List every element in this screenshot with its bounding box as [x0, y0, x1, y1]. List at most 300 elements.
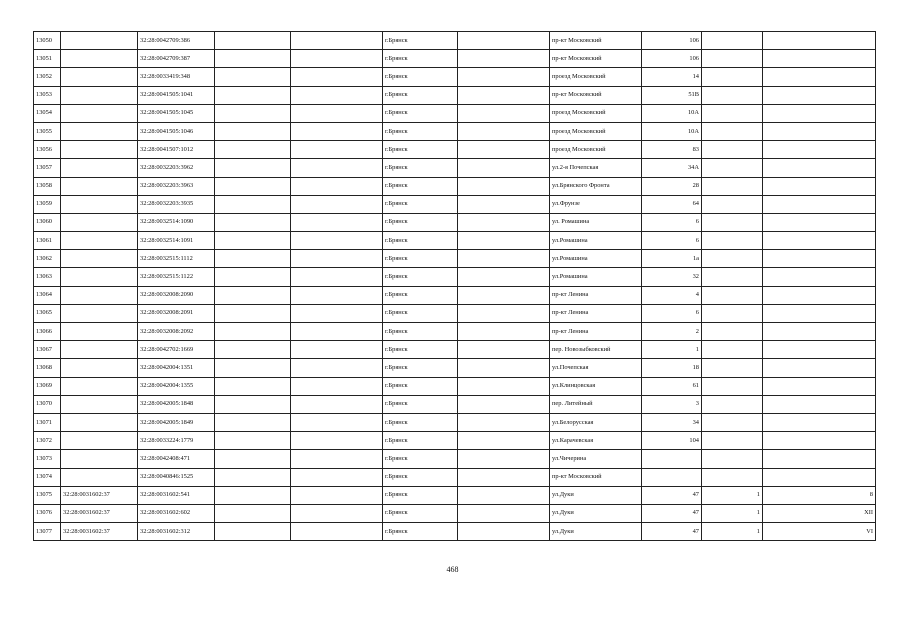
cell-empty	[458, 323, 550, 341]
cell-land-parcel	[61, 450, 138, 468]
cell-empty	[291, 177, 383, 195]
cell-empty	[458, 341, 550, 359]
table-row	[34, 323, 876, 341]
cell-city: г.Брянск	[383, 195, 458, 213]
cell-street: проезд Московский	[550, 104, 642, 122]
cell-street: ул.Чичерина	[550, 450, 642, 468]
cell-empty	[458, 122, 550, 140]
cell-empty	[458, 395, 550, 413]
cell-land-parcel	[61, 141, 138, 159]
cell-city: г.Брянск	[383, 86, 458, 104]
cell-land-parcel: 32:28:0031602:37	[61, 486, 138, 504]
cell-number: 13071	[34, 413, 61, 431]
cell-land-parcel	[61, 232, 138, 250]
cell-house: 4	[642, 286, 702, 304]
cell-apartment	[763, 122, 876, 140]
cell-house: 2	[642, 323, 702, 341]
cell-building	[702, 213, 763, 231]
cell-street: проезд Московский	[550, 141, 642, 159]
cell-land-parcel	[61, 468, 138, 486]
cell-empty	[215, 413, 291, 431]
cell-apartment	[763, 141, 876, 159]
cell-apartment	[763, 377, 876, 395]
cell-empty	[215, 523, 291, 541]
cell-city: г.Брянск	[383, 304, 458, 322]
cell-apartment	[763, 195, 876, 213]
cell-city: г.Брянск	[383, 468, 458, 486]
cell-empty	[215, 268, 291, 286]
cell-empty	[291, 286, 383, 304]
table-row	[34, 413, 876, 431]
cell-empty	[458, 232, 550, 250]
cell-cadastral-number: 32:28:0042702:1669	[138, 341, 215, 359]
cell-empty	[458, 432, 550, 450]
table-row	[34, 468, 876, 486]
table-row	[34, 395, 876, 413]
cell-apartment	[763, 341, 876, 359]
table-row	[34, 304, 876, 322]
cell-apartment	[763, 304, 876, 322]
cell-building: 1	[702, 486, 763, 504]
cell-apartment	[763, 450, 876, 468]
cell-cadastral-number: 32:28:0032515:1122	[138, 268, 215, 286]
cell-land-parcel	[61, 32, 138, 50]
cell-apartment	[763, 86, 876, 104]
cell-cadastral-number: 32:28:0042709:386	[138, 32, 215, 50]
cell-house: 51В	[642, 86, 702, 104]
cell-building	[702, 286, 763, 304]
cell-building	[702, 104, 763, 122]
cell-empty	[215, 141, 291, 159]
cell-apartment	[763, 359, 876, 377]
cell-street: пр-кт Московский	[550, 32, 642, 50]
cell-number: 13068	[34, 359, 61, 377]
cell-house: 1	[642, 341, 702, 359]
cell-house: 28	[642, 177, 702, 195]
cell-building	[702, 268, 763, 286]
cell-city: г.Брянск	[383, 104, 458, 122]
cell-empty	[215, 304, 291, 322]
cell-cadastral-number: 32:28:0040846:1525	[138, 468, 215, 486]
cell-city: г.Брянск	[383, 50, 458, 68]
cell-building	[702, 377, 763, 395]
cell-building	[702, 413, 763, 431]
cell-building	[702, 122, 763, 140]
cell-house: 34А	[642, 159, 702, 177]
cell-apartment	[763, 250, 876, 268]
table-row	[34, 523, 876, 541]
cell-city: г.Брянск	[383, 377, 458, 395]
cell-city: г.Брянск	[383, 504, 458, 522]
cell-street: ул.Клинцовская	[550, 377, 642, 395]
cell-empty	[291, 232, 383, 250]
table-row	[34, 250, 876, 268]
cell-house: 14	[642, 68, 702, 86]
cell-street: ул.Ромашина	[550, 250, 642, 268]
cell-city: г.Брянск	[383, 122, 458, 140]
cell-number: 13075	[34, 486, 61, 504]
cell-street: пр-кт Ленина	[550, 323, 642, 341]
cell-cadastral-number: 32:28:0032008:2091	[138, 304, 215, 322]
cell-apartment	[763, 104, 876, 122]
cell-city: г.Брянск	[383, 177, 458, 195]
cell-street: пр-кт Московский	[550, 50, 642, 68]
cell-number: 13066	[34, 323, 61, 341]
cell-land-parcel	[61, 304, 138, 322]
cell-number: 13059	[34, 195, 61, 213]
cell-land-parcel	[61, 195, 138, 213]
cell-street: ул.2-я Почепская	[550, 159, 642, 177]
cell-empty	[458, 250, 550, 268]
cell-street: ул. Ромашина	[550, 213, 642, 231]
cell-street: пер. Новозыбковский	[550, 341, 642, 359]
cell-empty	[291, 68, 383, 86]
cell-number: 13053	[34, 86, 61, 104]
cell-empty	[458, 523, 550, 541]
cell-house: 47	[642, 523, 702, 541]
cell-empty	[215, 432, 291, 450]
cell-empty	[458, 86, 550, 104]
table-row	[34, 50, 876, 68]
cell-building	[702, 250, 763, 268]
cell-street: ул.Карачевская	[550, 432, 642, 450]
cell-empty	[291, 413, 383, 431]
cell-empty	[291, 486, 383, 504]
cell-number: 13051	[34, 50, 61, 68]
cell-city: г.Брянск	[383, 486, 458, 504]
cell-number: 13064	[34, 286, 61, 304]
cell-apartment	[763, 213, 876, 231]
cell-land-parcel	[61, 68, 138, 86]
cell-building	[702, 195, 763, 213]
cell-empty	[458, 504, 550, 522]
cell-number: 13054	[34, 104, 61, 122]
cell-empty	[215, 68, 291, 86]
cell-empty	[215, 86, 291, 104]
cell-empty	[215, 213, 291, 231]
cell-land-parcel	[61, 50, 138, 68]
cell-empty	[215, 504, 291, 522]
cell-building	[702, 141, 763, 159]
table-row	[34, 177, 876, 195]
cell-city: г.Брянск	[383, 250, 458, 268]
cell-number: 13055	[34, 122, 61, 140]
cell-empty	[215, 377, 291, 395]
cell-number: 13061	[34, 232, 61, 250]
cell-cadastral-number: 32:28:0033224:1779	[138, 432, 215, 450]
cell-house: 104	[642, 432, 702, 450]
cell-building	[702, 323, 763, 341]
cell-cadastral-number: 32:28:0041505:1046	[138, 122, 215, 140]
cell-street: пр-кт Ленина	[550, 304, 642, 322]
cell-land-parcel	[61, 359, 138, 377]
cell-empty	[458, 50, 550, 68]
cell-cadastral-number: 32:28:0041505:1041	[138, 86, 215, 104]
cell-empty	[291, 213, 383, 231]
cell-building	[702, 86, 763, 104]
cell-land-parcel	[61, 213, 138, 231]
cell-empty	[291, 359, 383, 377]
cell-cadastral-number: 32:28:0032515:1112	[138, 250, 215, 268]
cell-city: г.Брянск	[383, 450, 458, 468]
cell-empty	[291, 122, 383, 140]
cell-empty	[458, 268, 550, 286]
cell-number: 13057	[34, 159, 61, 177]
cell-city: г.Брянск	[383, 341, 458, 359]
cell-cadastral-number: 32:28:0041505:1045	[138, 104, 215, 122]
table-row	[34, 486, 876, 504]
cell-house: 34	[642, 413, 702, 431]
table-row	[34, 341, 876, 359]
cell-house: 47	[642, 486, 702, 504]
cell-empty	[291, 523, 383, 541]
cell-street: ул.Почепская	[550, 359, 642, 377]
cell-city: г.Брянск	[383, 523, 458, 541]
cell-street: ул.Белорусская	[550, 413, 642, 431]
cell-number: 13077	[34, 523, 61, 541]
cell-house: 83	[642, 141, 702, 159]
cell-apartment: 8	[763, 486, 876, 504]
cell-cadastral-number: 32:28:0032008:2092	[138, 323, 215, 341]
cell-cadastral-number: 32:28:0033419:348	[138, 68, 215, 86]
cell-cadastral-number: 32:28:0031602:602	[138, 504, 215, 522]
cell-apartment: VI	[763, 523, 876, 541]
cell-empty	[215, 341, 291, 359]
cell-empty	[458, 486, 550, 504]
cell-empty	[458, 159, 550, 177]
cell-building	[702, 159, 763, 177]
cell-city: г.Брянск	[383, 141, 458, 159]
cell-empty	[291, 250, 383, 268]
table-row	[34, 32, 876, 50]
cell-city: г.Брянск	[383, 323, 458, 341]
cell-house: 6	[642, 213, 702, 231]
cell-empty	[215, 195, 291, 213]
cell-empty	[291, 86, 383, 104]
cell-land-parcel	[61, 286, 138, 304]
table-row	[34, 359, 876, 377]
cell-land-parcel	[61, 377, 138, 395]
cell-number: 13050	[34, 32, 61, 50]
cell-empty	[291, 432, 383, 450]
cell-cadastral-number: 32:28:0032514:1091	[138, 232, 215, 250]
cell-building	[702, 32, 763, 50]
cell-empty	[458, 195, 550, 213]
table-row	[34, 432, 876, 450]
cell-land-parcel	[61, 413, 138, 431]
cell-house: 1а	[642, 250, 702, 268]
cell-building	[702, 232, 763, 250]
cell-apartment	[763, 395, 876, 413]
cell-empty	[458, 32, 550, 50]
cell-street: ул.Дуки	[550, 486, 642, 504]
cell-empty	[458, 213, 550, 231]
cell-land-parcel	[61, 250, 138, 268]
cell-house: 32	[642, 268, 702, 286]
cell-building	[702, 395, 763, 413]
cell-number: 13070	[34, 395, 61, 413]
cell-apartment	[763, 413, 876, 431]
cell-empty	[458, 304, 550, 322]
cell-apartment	[763, 50, 876, 68]
cell-apartment	[763, 177, 876, 195]
cell-empty	[215, 286, 291, 304]
cell-empty	[458, 104, 550, 122]
cell-number: 13060	[34, 213, 61, 231]
cell-land-parcel	[61, 395, 138, 413]
cell-building	[702, 177, 763, 195]
cell-cadastral-number: 32:28:0042709:387	[138, 50, 215, 68]
cell-cadastral-number: 32:28:0042408:471	[138, 450, 215, 468]
cell-number: 13069	[34, 377, 61, 395]
cell-city: г.Брянск	[383, 68, 458, 86]
cell-city: г.Брянск	[383, 159, 458, 177]
cell-house: 47	[642, 504, 702, 522]
cell-empty	[291, 450, 383, 468]
cell-empty	[291, 104, 383, 122]
cell-street: ул.Дуки	[550, 504, 642, 522]
cell-empty	[291, 323, 383, 341]
cell-empty	[291, 268, 383, 286]
cell-empty	[291, 32, 383, 50]
cell-empty	[215, 486, 291, 504]
cell-city: г.Брянск	[383, 359, 458, 377]
cell-empty	[458, 377, 550, 395]
cell-number: 13076	[34, 504, 61, 522]
table-row	[34, 450, 876, 468]
cell-street: ул.Фрунзе	[550, 195, 642, 213]
cell-street: пр-кт Ленина	[550, 286, 642, 304]
cell-number: 13073	[34, 450, 61, 468]
cell-cadastral-number: 32:28:0032203:3935	[138, 195, 215, 213]
cell-empty	[458, 68, 550, 86]
cell-building	[702, 468, 763, 486]
cell-apartment: XII	[763, 504, 876, 522]
cell-city: г.Брянск	[383, 213, 458, 231]
cell-apartment	[763, 232, 876, 250]
table-row	[34, 286, 876, 304]
cell-empty	[291, 304, 383, 322]
cell-apartment	[763, 323, 876, 341]
cell-apartment	[763, 268, 876, 286]
cell-apartment	[763, 68, 876, 86]
cell-land-parcel: 32:28:0031602:37	[61, 504, 138, 522]
cell-number: 13056	[34, 141, 61, 159]
cell-house: 3	[642, 395, 702, 413]
cell-cadastral-number: 32:28:0031602:541	[138, 486, 215, 504]
cell-house: 6	[642, 232, 702, 250]
cell-street: ул.Брянского Фронта	[550, 177, 642, 195]
cell-house: 18	[642, 359, 702, 377]
cell-number: 13052	[34, 68, 61, 86]
cell-empty	[291, 341, 383, 359]
cell-number: 13063	[34, 268, 61, 286]
cell-empty	[215, 250, 291, 268]
cell-street: пр-кт Московский	[550, 86, 642, 104]
cell-empty	[215, 323, 291, 341]
cell-street: ул.Ромашина	[550, 268, 642, 286]
cell-empty	[215, 468, 291, 486]
cell-street: пр-кт Московский	[550, 468, 642, 486]
cell-land-parcel	[61, 122, 138, 140]
cell-city: г.Брянск	[383, 232, 458, 250]
cell-number: 13074	[34, 468, 61, 486]
cell-empty	[458, 468, 550, 486]
cell-empty	[215, 359, 291, 377]
page-number: 468	[446, 565, 459, 574]
cell-house	[642, 450, 702, 468]
registry-table	[33, 31, 876, 541]
cell-city: г.Брянск	[383, 32, 458, 50]
cell-empty	[215, 395, 291, 413]
cell-street: проезд Московский	[550, 68, 642, 86]
cell-empty	[215, 232, 291, 250]
table-row	[34, 268, 876, 286]
cell-empty	[291, 159, 383, 177]
cell-empty	[215, 50, 291, 68]
cell-empty	[458, 450, 550, 468]
cell-city: г.Брянск	[383, 413, 458, 431]
cell-land-parcel	[61, 341, 138, 359]
cell-land-parcel	[61, 432, 138, 450]
cell-land-parcel: 32:28:0031602:37	[61, 523, 138, 541]
cell-cadastral-number: 32:28:0031602:312	[138, 523, 215, 541]
cell-city: г.Брянск	[383, 286, 458, 304]
cell-house: 10А	[642, 122, 702, 140]
cell-empty	[215, 104, 291, 122]
cell-empty	[458, 359, 550, 377]
cell-land-parcel	[61, 268, 138, 286]
table-row	[34, 141, 876, 159]
table-body	[34, 32, 876, 541]
cell-cadastral-number: 32:28:0042004:1355	[138, 377, 215, 395]
cell-land-parcel	[61, 86, 138, 104]
cell-land-parcel	[61, 104, 138, 122]
cell-empty	[291, 141, 383, 159]
cell-city: г.Брянск	[383, 432, 458, 450]
cell-land-parcel	[61, 177, 138, 195]
cell-empty	[215, 159, 291, 177]
cell-building	[702, 359, 763, 377]
cell-city: г.Брянск	[383, 268, 458, 286]
table-row	[34, 68, 876, 86]
cell-building	[702, 432, 763, 450]
cell-building	[702, 450, 763, 468]
cell-number: 13062	[34, 250, 61, 268]
cell-building	[702, 68, 763, 86]
cell-empty	[291, 395, 383, 413]
cell-number: 13072	[34, 432, 61, 450]
cell-cadastral-number: 32:28:0042004:1351	[138, 359, 215, 377]
cell-empty	[291, 468, 383, 486]
cell-apartment	[763, 468, 876, 486]
cell-empty	[215, 450, 291, 468]
cell-house: 61	[642, 377, 702, 395]
table-row	[34, 159, 876, 177]
cell-empty	[215, 177, 291, 195]
cell-empty	[215, 122, 291, 140]
cell-cadastral-number: 32:28:0041507:1012	[138, 141, 215, 159]
table-row	[34, 213, 876, 231]
cell-empty	[458, 413, 550, 431]
table-row	[34, 377, 876, 395]
cell-building: 1	[702, 523, 763, 541]
cell-cadastral-number: 32:28:0032008:2090	[138, 286, 215, 304]
cell-empty	[458, 177, 550, 195]
cell-cadastral-number: 32:28:0032203:3963	[138, 177, 215, 195]
cell-building	[702, 341, 763, 359]
cell-street: проезд Московский	[550, 122, 642, 140]
